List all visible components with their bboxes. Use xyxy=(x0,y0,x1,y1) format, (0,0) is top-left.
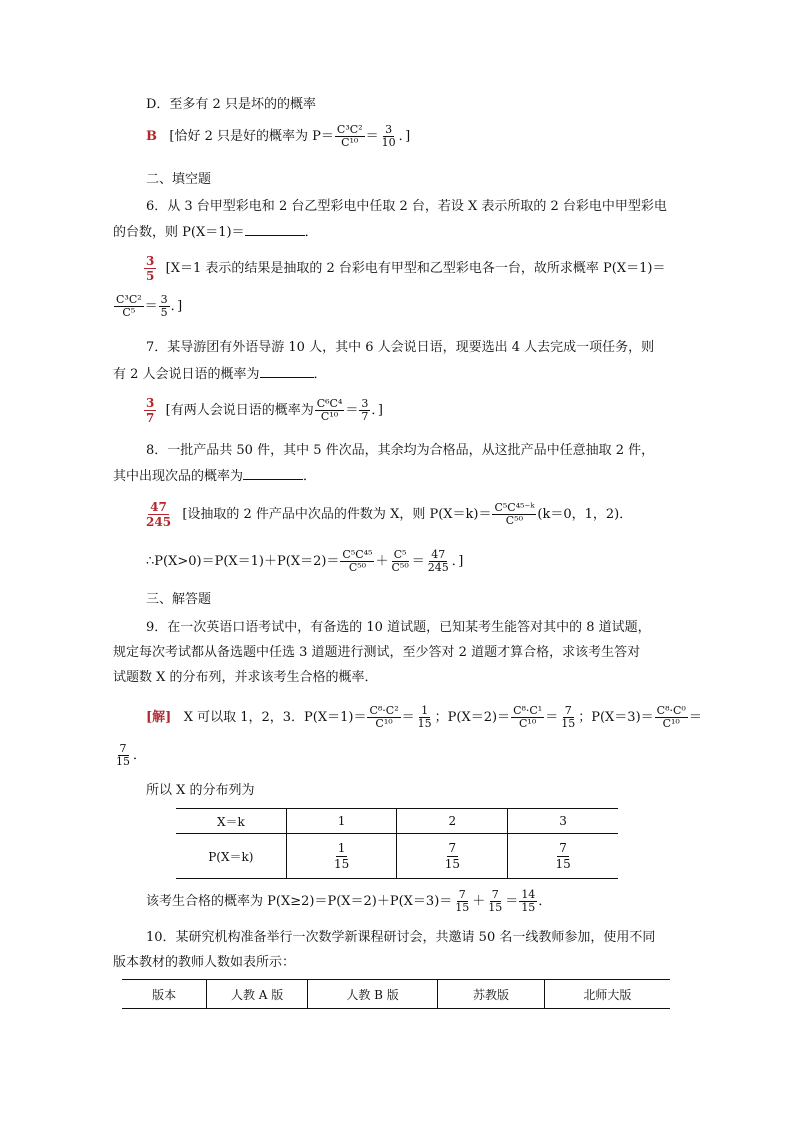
fraction: $\frac{3}{7}$ xyxy=(361,397,369,423)
fraction: $\frac{7}{15}$ xyxy=(444,840,460,871)
q9-dist-intro: 所以 X 的分布列为 xyxy=(146,783,255,798)
fraction: $\frac{3}{5}$ xyxy=(160,293,168,319)
fraction: $\frac{1}{15}$ xyxy=(333,840,350,871)
q7-answer: $\frac{3}{7}$ xyxy=(146,396,155,425)
q10-stem-line1: 10．某研究机构准备举行一次数学新课程研讨会，共邀请 50 名一线教师参加，使用不同 xyxy=(146,930,656,945)
q7-solution: $\frac{3}{7}$ [有两人会说日语的概率为 $\frac{\text{C⁶C⁴}}{\text{C¹⁰}}$ ＝ $\frac{3}{7}$ ．] xyxy=(146,396,383,425)
q7-stem-line2: 有 2 人会说日语的概率为 ． xyxy=(113,367,327,382)
fraction: $\frac{3}{10}$ xyxy=(381,123,396,149)
table-row xyxy=(122,980,670,1009)
fraction: $\frac{\text{C³C²}}{\text{C¹⁰}}$ xyxy=(336,123,363,149)
q8-stem-line2: 其中出现次品的概率为 ． xyxy=(113,469,317,484)
table-cell xyxy=(286,834,397,879)
table-header-cell: 人教 B 版 xyxy=(308,980,438,1009)
q5-solution: B [恰好 2 只是好的概率为 P＝ $\frac{\text{C³C²}}{\text{C¹⁰}}$ ＝ $\frac{3}{10}$ ．] xyxy=(146,123,411,149)
fraction: $\frac{\text{C⁵C⁴⁵⁻ᵏ}}{\text{C⁵⁰}}$ xyxy=(494,501,535,527)
table-header-cell: 北师大版 xyxy=(544,980,670,1009)
table-header-cell: X＝k xyxy=(176,809,286,834)
q6-stem-line2: 的台数，则 P(X＝1)＝ ． xyxy=(113,225,318,240)
fraction: $\frac{\text{C⁸·C⁰}}{\text{C¹⁰}}$ xyxy=(656,704,686,730)
section-heading-fill-blank: 二、填空题 xyxy=(146,172,212,187)
fraction: $\frac{\text{C⁸·C²}}{\text{C¹⁰}}$ xyxy=(369,704,399,730)
q6-answer: $\frac{3}{5}$ xyxy=(146,254,155,283)
textbook-version-table xyxy=(122,979,670,1009)
fraction: $\frac{1}{15}$ xyxy=(417,704,432,730)
table-header-cell: 苏教版 xyxy=(438,980,545,1009)
q6-stem-line1: 6．从 3 台甲型彩电和 2 台乙型彩电中任取 2 台，若设 X 表示所取的 2 台彩电中甲型彩电 xyxy=(146,199,667,214)
q9-stem-line1: 9．在一次英语口语考试中，有备选的 10 道试题，已知某考生能答对其中的 8 道试题， xyxy=(146,620,651,635)
distribution-table xyxy=(176,808,618,879)
fraction: $\frac{\text{C⁵}}{\text{C⁵⁰}}$ xyxy=(391,548,409,574)
q9-stem-line2: 规定每次考试都从备选题中任选 3 道题进行测试，至少答对 2 道题才算合格，求该考生答对 xyxy=(113,645,641,660)
solution-label: [解] xyxy=(146,710,172,725)
fraction: $\frac{\text{C⁸·C¹}}{\text{C¹⁰}}$ xyxy=(513,704,543,730)
fraction: $\frac{47}{245}$ xyxy=(427,548,449,574)
answer-blank xyxy=(243,479,303,480)
fraction: $\frac{7}{15}$ xyxy=(488,888,503,914)
q10-stem-line2: 版本教材的教师人数如表所示： xyxy=(113,955,296,970)
table-header-cell: 版本 xyxy=(122,980,207,1009)
table-row xyxy=(176,809,618,834)
table-cell xyxy=(397,834,508,879)
table-header-cell: 3 xyxy=(508,809,618,834)
fraction: $\frac{7}{15}$ xyxy=(561,704,576,730)
q9-pass-probability: 该考生合格的概率为 P(X≥2)＝P(X＝2)＋P(X＝3)＝ $\frac{7}{15}$ ＋ $\frac{7}{15}$ ＝ $\frac{14}{15}$ ． xyxy=(146,888,552,914)
q8-answer: $\frac{47}{245}$ xyxy=(146,500,172,529)
q9-solution-line2: $\frac{7}{15}$ ． xyxy=(116,742,147,768)
q6-solution-line1: $\frac{3}{5}$ [X＝1 表示的结果是抽取的 2 台彩电有甲型和乙型彩电各一台，故所求概率 P(X＝1)＝ xyxy=(146,254,666,283)
table-header-cell: 2 xyxy=(397,809,508,834)
table-row xyxy=(176,834,618,879)
q6-solution-line2: $\frac{\text{C³C²}}{\text{C⁵}}$ ＝ $\frac{3}{5}$ ．] xyxy=(116,293,183,319)
q5-answer: B xyxy=(146,129,157,144)
fraction: $\frac{7}{15}$ xyxy=(116,742,130,768)
fraction: $\frac{\text{C⁵C⁴⁵}}{\text{C⁵⁰}}$ xyxy=(342,548,373,574)
fraction: $\frac{\text{C³C²}}{\text{C⁵}}$ xyxy=(116,293,142,319)
table-cell xyxy=(508,834,618,879)
table-cell: P(X＝k) xyxy=(176,834,286,879)
fraction: $\frac{14}{15}$ xyxy=(521,888,536,914)
answer-blank xyxy=(260,377,314,378)
section-heading-solve: 三、解答题 xyxy=(146,592,212,607)
q5-option-d: D．至多有 2 只是坏的的概率 xyxy=(146,97,316,112)
table-header-cell: 人教 A 版 xyxy=(207,980,308,1009)
q9-stem-line3: 试题数 X 的分布列，并求该考生合格的概率． xyxy=(113,670,378,685)
fraction: $\frac{7}{15}$ xyxy=(555,840,571,871)
q7-stem-line1: 7．某导游团有外语导游 10 人，其中 6 人会说日语，现要选出 4 人去完成一项任务，则 xyxy=(146,340,655,355)
q8-stem-line1: 8．一批产品共 50 件，其中 5 件次品，其余均为合格品，从这批产品中任意抽取 2 件， xyxy=(146,443,655,458)
answer-blank xyxy=(245,235,305,236)
fraction: $\frac{\text{C⁶C⁴}}{\text{C¹⁰}}$ xyxy=(316,397,343,423)
fraction: $\frac{7}{15}$ xyxy=(455,888,470,914)
q9-solution-line1: [解] X 可以取 1，2，3．P(X＝1)＝ $\frac{\text{C⁸·C²}}{\text{C¹⁰}}$ ＝ $\frac{1}{15}$ ；P(X＝2)＝ $\frac{\text{C⁸·C¹}}{\text{C¹⁰}}$ ＝ $\frac{7}{15}$ ；P(X＝3)＝ $\frac{\text{C⁸·C⁰}}{\text{C¹⁰}}$ ＝ xyxy=(146,704,702,730)
q8-solution-line1: $\frac{47}{245}$ [设抽取的 2 件产品中次品的件数为 X，则 P(X＝k)＝ $\frac{\text{C⁵C⁴⁵⁻ᵏ}}{\text{C⁵⁰}}$ (k＝0，1，2)． xyxy=(146,500,633,529)
q8-solution-line2: ∴P(X>0)＝P(X＝1)＋P(X＝2)＝ $\frac{\text{C⁵C⁴⁵}}{\text{C⁵⁰}}$ ＋ $\frac{\text{C⁵}}{\text{C⁵⁰}}$ ＝ $\frac{47}{245}$ ．] xyxy=(146,548,464,574)
table-header-cell: 1 xyxy=(286,809,397,834)
